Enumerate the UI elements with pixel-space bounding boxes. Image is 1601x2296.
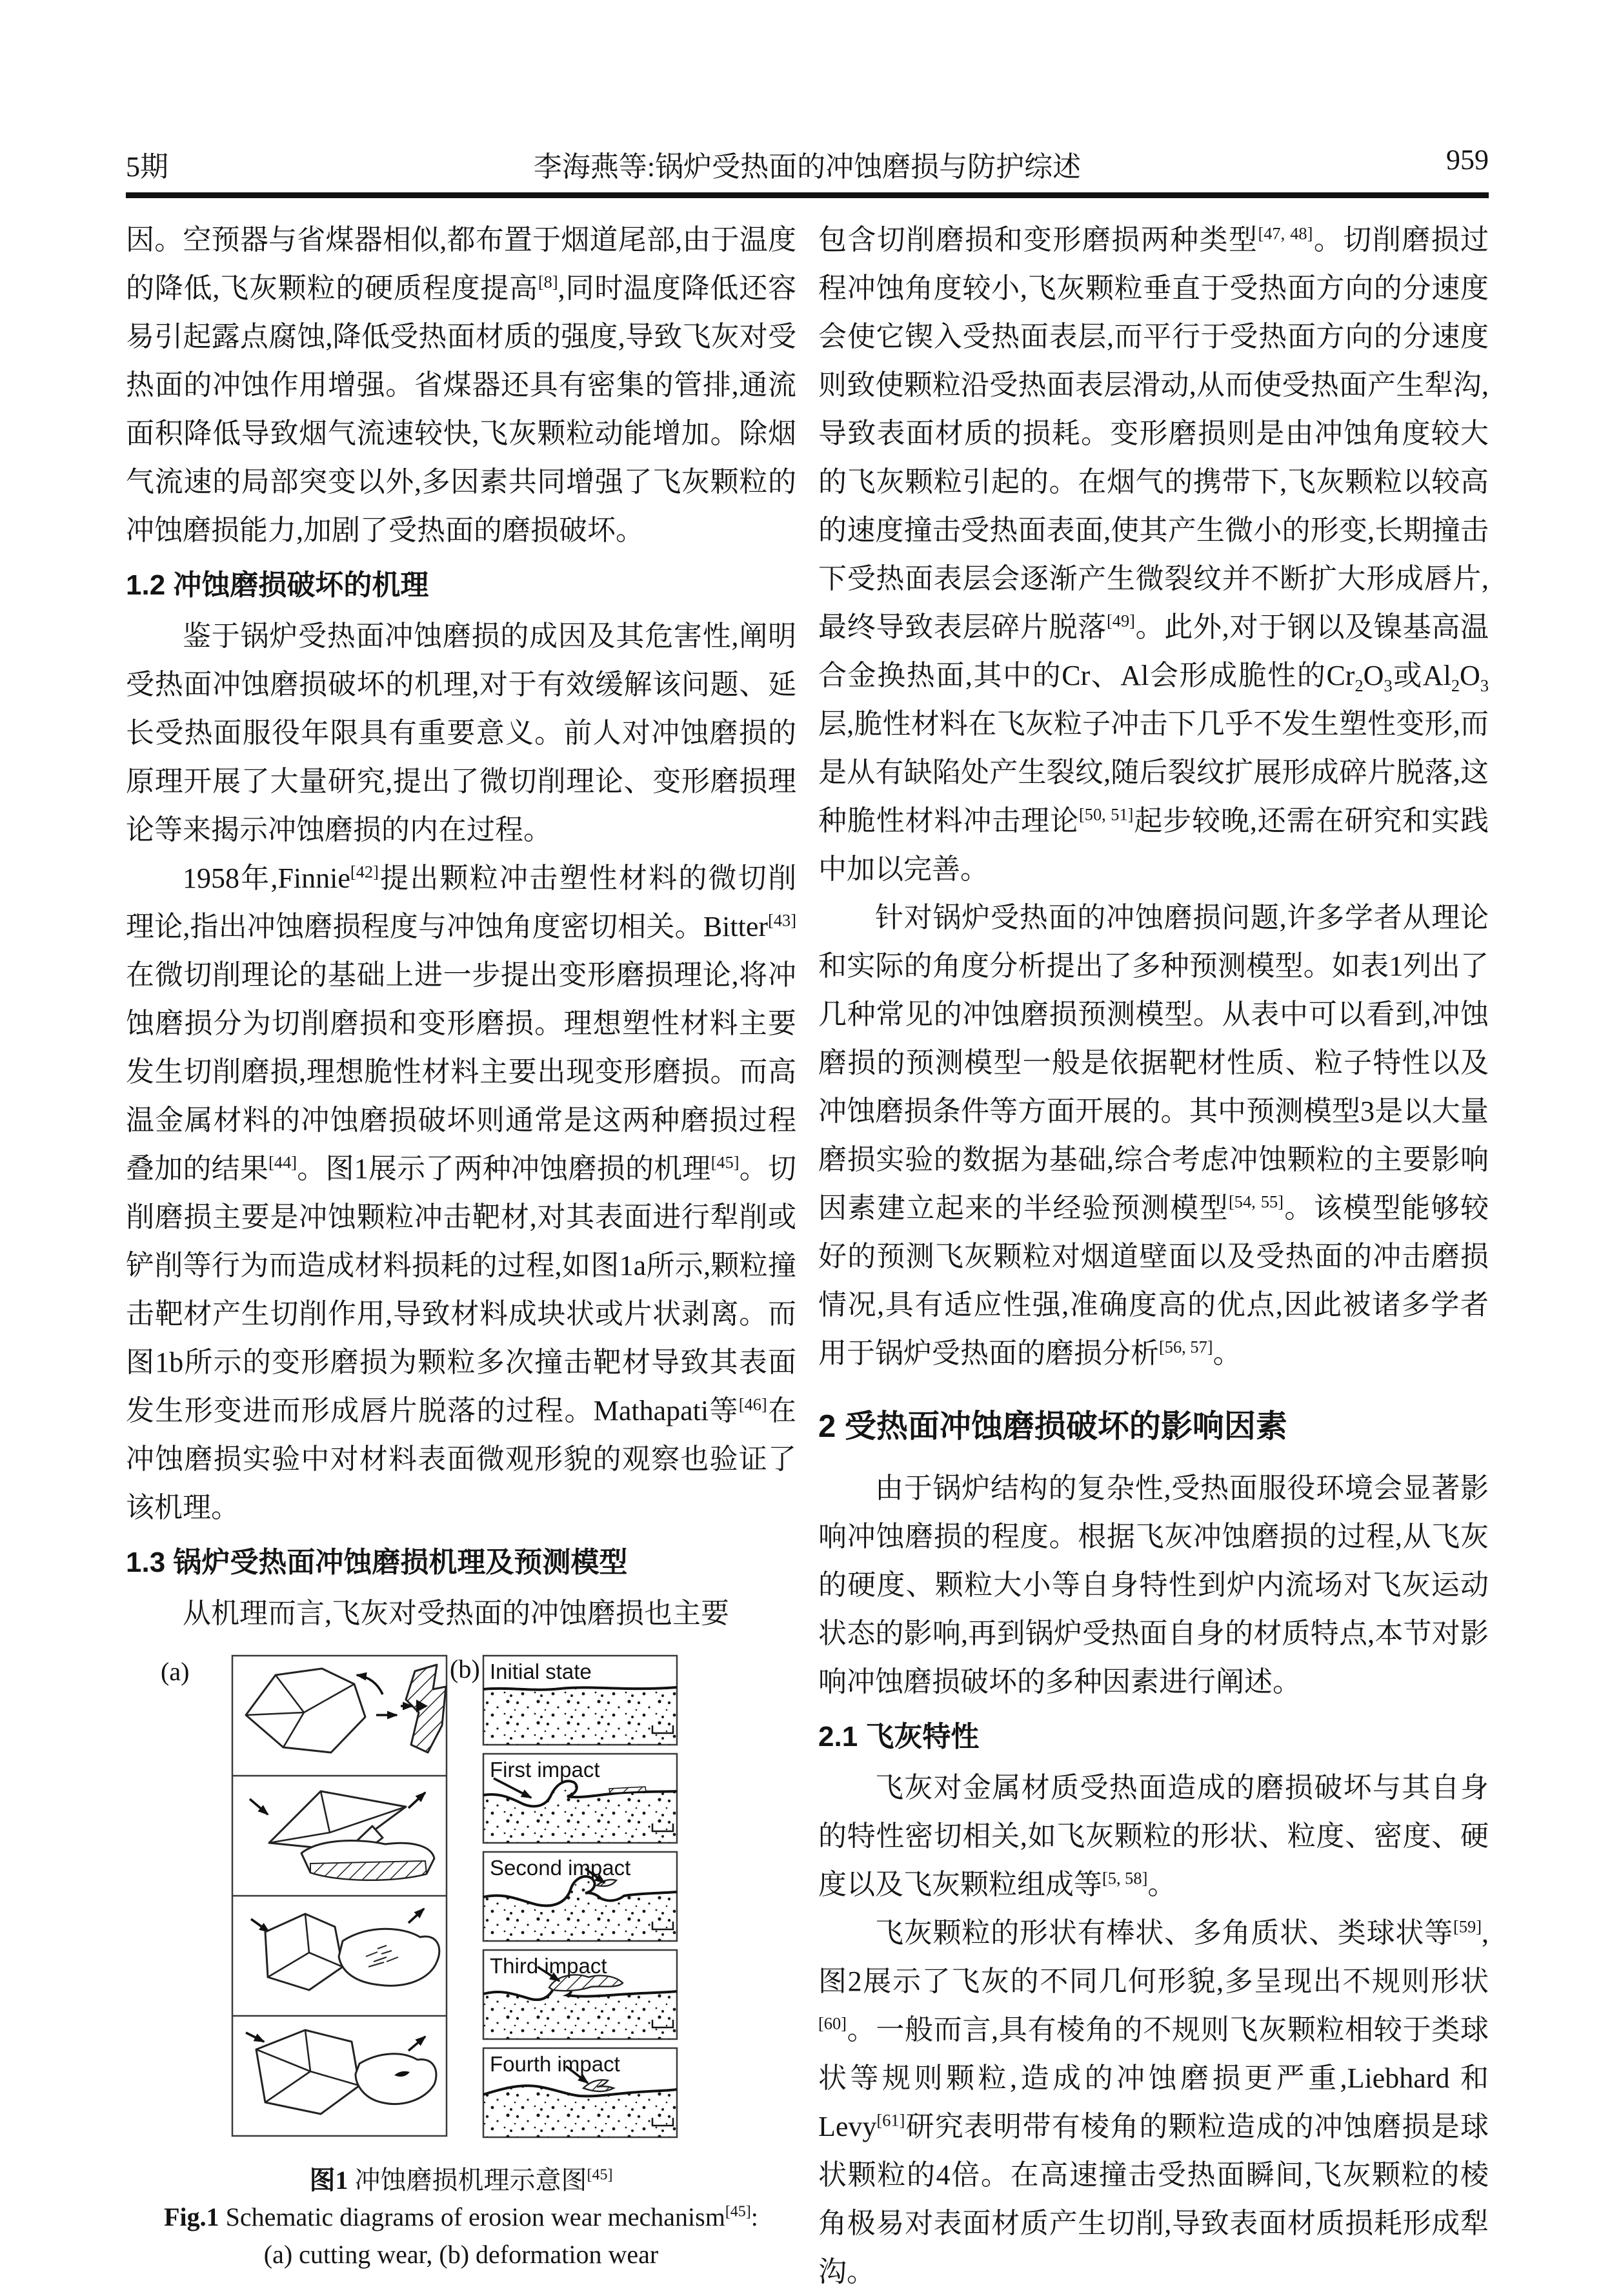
paragraph: 1958年,Finnie[42]提出颗粒冲击塑性材料的微切削理论,指出冲蚀磨损程度与冲蚀角度密切相关。Bitter[43]在微切削理论的基础上进一步提出变形磨损理论,将冲蚀磨损分为切削磨损和变形磨损。理想塑性材料主要发生切削磨损,理想脆性材料主要出现变形磨损。而高温金属材料的冲蚀磨损破坏则通常是这两种磨损过程叠加的结果[44]。图1展示了两种冲蚀磨损的机理[45]。切削磨损主要是冲蚀颗粒冲击靶材,对其表面进行犁削或铲削等行为而造成材料损耗的过程,如图1a所示,颗粒撞击靶材产生切削作用,导致材料成块状或片状剥离。而图1b所示的变形磨损为颗粒多次撞击靶材导致其表面发生形变进而形成唇片脱落的过程。Mathapati等[46]在冲蚀磨损实验中对材料表面微观形貌的观察也验证了该机理。 [126, 862, 797, 1523]
svg-text:Third impact: Third impact [490, 1954, 607, 1978]
paragraph: 从机理而言,飞灰对受热面的冲蚀磨损也主要 [183, 1598, 729, 1629]
figure1-caption-zh: 图1 冲蚀磨损机理示意图[45] [309, 2166, 613, 2195]
figure1-caption-en: Fig.1 Schematic diagrams of erosion wear mechanism[45]: [164, 2202, 758, 2231]
left-column [126, 216, 796, 2296]
panel-b-initial-state [483, 1656, 677, 1745]
figure1-diagram [159, 1652, 682, 2140]
paragraph: 由于锅炉结构的复杂性,受热面服役环境会显著影响冲蚀磨损的程度。根据飞灰冲蚀磨损的过程,从飞灰的硬度、颗粒大小等自身特性到炉内流场对飞灰运动状态的影响,再到锅炉受热面自身的材质特点,本节对影响冲蚀磨损破坏的多种因素进行阐述。 [818, 1472, 1489, 1698]
paragraph: 飞灰对金属材质受热面造成的磨损破坏与其自身的特性密切相关,如飞灰颗粒的形状、粒度、密度、硬度以及飞灰颗粒组成等[5, 58]。 [818, 1772, 1489, 1900]
section-heading-1-2: 1.2 冲蚀磨损破坏的机理 [126, 569, 429, 601]
header-rule [126, 192, 1489, 198]
panel-b-label: (b) [450, 1654, 480, 1683]
figure1 [126, 1652, 796, 2273]
panel-b-second-impact [483, 1852, 677, 1941]
panel-b-deformation-wear [483, 1656, 677, 2137]
paragraph: 针对锅炉受热面的冲蚀磨损问题,许多学者从理论和实际的角度分析提出了多种预测模型。如表1列出了几种常见的冲蚀磨损预测模型。从表中可以看到,冲蚀磨损的预测模型一般是依据靶材性质、粒子特性以及冲蚀磨损条件等方面开展的。其中预测模型3是以大量磨损实验的数据为基础,综合考虑冲蚀颗粒的主要影响因素建立起来的半经验预测模型[54, 55]。该模型能够较好的预测飞灰颗粒对烟道壁面以及受热面的冲击磨损情况,具有适应性强,准确度高的优点,因此被诸多学者用于锅炉受热面的磨损分析[56, 57]。 [818, 902, 1489, 1369]
section-heading-2-1: 2.1 飞灰特性 [818, 1721, 980, 1752]
issue-label: 5期 [126, 151, 168, 183]
figure1-caption-en-sub: (a) cutting wear, (b) deformation wear [263, 2240, 659, 2269]
section-heading-2: 2 受热面冲蚀磨损破坏的影响因素 [818, 1409, 1287, 1444]
svg-text:Second impact: Second impact [490, 1856, 631, 1880]
panel-a-cutting-wear [232, 1656, 447, 2136]
section-heading-1-3: 1.3 锅炉受热面冲蚀磨损机理及预测模型 [126, 1547, 628, 1578]
svg-text:First impact: First impact [490, 1758, 600, 1782]
panel-a-label: (a) [161, 1657, 190, 1686]
svg-text:Initial state: Initial state [490, 1660, 592, 1683]
panel-b-first-impact [483, 1754, 677, 1843]
right-column [818, 216, 1489, 2296]
paragraph: 包含切削磨损和变形磨损两种类型[47, 48]。切削磨损过程冲蚀角度较小,飞灰颗粒垂直于受热面方向的分速度会使它锲入受热面表层,而平行于受热面方向的分速度则致使颗粒沿受热面表层滑动,从而使受热面产生犁沟,导致表面材质的损耗。变形磨损则是由冲蚀角度较大的飞灰颗粒引起的。在烟气的携带下,飞灰颗粒以较高的速度撞击受热面表面,使其产生微小的形变,长期撞击下受热面表层会逐渐产生微裂纹并不断扩大形成唇片,最终导致表层碎片脱落[49]。此外,对于钢以及镍基高温合金换热面,其中的Cr、Al会形成脆性的$Cr_2O_3$或$Al_2O_3$层,脆性材料在飞灰粒子冲击下几乎不发生塑性变形,而是从有缺陷处产生裂纹,随后裂纹扩展形成碎片脱落,这种脆性材料冲击理论[50, 51]起步较晚,还需在研究和实践中加以完善。 [818, 223, 1489, 885]
figure1-caption [126, 2162, 796, 2273]
paragraph: 因。空预器与省煤器相似,都布置于烟道尾部,由于温度的降低,飞灰颗粒的硬质程度提高[8],同时温度降低还容易引起露点腐蚀,降低受热面材质的强度,导致飞灰对受热面的冲蚀作用增强。省煤器还具有密集的管排,通流面积降低导致烟气流速较快,飞灰颗粒动能增加。除烟气流速的局部突变以外,多因素共同增强了飞灰颗粒的冲蚀磨损能力,加剧了受热面的磨损破坏。 [126, 224, 797, 546]
figure1-image [159, 1652, 796, 2143]
two-column-body [126, 216, 1489, 2296]
panel-b-fourth-impact [483, 2048, 677, 2137]
panel-b-third-impact [483, 1950, 677, 2039]
page-number: 959 [1446, 144, 1489, 176]
page-header [126, 143, 1489, 183]
paragraph: 鉴于锅炉受热面冲蚀磨损的成因及其危害性,阐明受热面冲蚀磨损破坏的机理,对于有效缓解该问题、延长受热面服役年限具有重要意义。前人对冲蚀磨损的原理开展了大量研究,提出了微切削理论、变形磨损理论等来揭示冲蚀磨损的内在过程。 [126, 620, 796, 846]
paragraph: 飞灰颗粒的形状有棒状、多角质状、类球状等[59],图2展示了飞灰的不同几何形貌,多呈现出不规则形状[60]。一般而言,具有棱角的不规则飞灰颗粒相较于类球状等规则颗粒,造成的冲蚀磨损更严重,Liebhard 和 Levy[61]研究表明带有棱角的颗粒造成的冲蚀磨损是球状颗粒的4倍。在高速撞击受热面瞬间,飞灰颗粒的棱角极易对表面材质产生切削,导致表面材质损耗形成犁沟。 [818, 1916, 1489, 2288]
running-title: 李海燕等:锅炉受热面的冲蚀磨损与防护综述 [533, 151, 1082, 183]
svg-text:Fourth impact: Fourth impact [490, 2052, 620, 2076]
